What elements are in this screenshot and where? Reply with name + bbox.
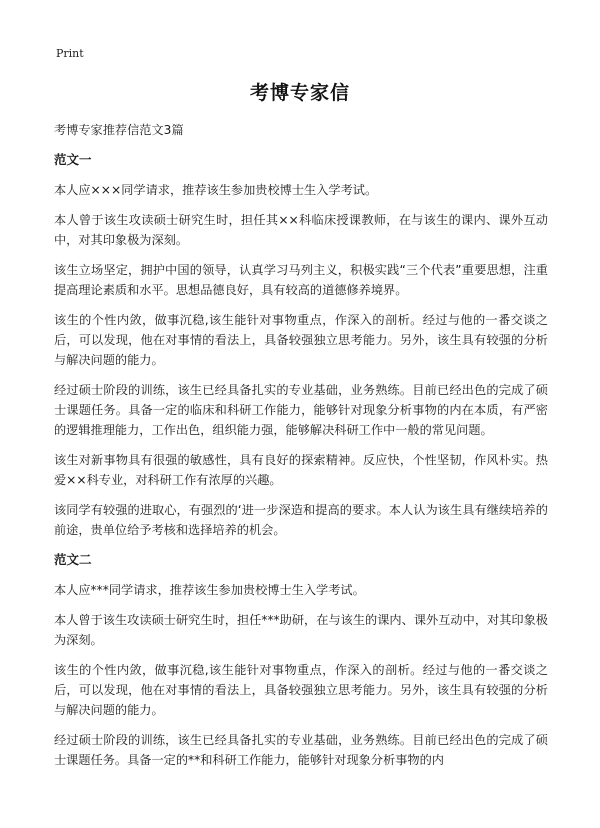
page-title: 考博专家信 [249,82,350,104]
paragraph: 该生的个性内敛，做事沉稳,该生能针对事物重点，作深入的剖析。经过与他的一番交谈之后，可以发现，他在对事情的看法上，具备较强独立思考能力。另外，该生具有较强的分析与解决问题的能力。 [54,663,548,717]
paragraph: 经过硕士阶段的训练，该生已经具备扎实的专业基础，业务熟练。目前已经出色的完成了硕士课题任务。具备一定的临床和科研工作能力，能够针对现象分析事物的内在本质，有严密的逻辑推理能力，工作出色，组织能力强，能够解决科研工作中一般的常见问题。 [54,383,548,437]
paragraph: 该同学有较强的进取心，有强烈的‘进一步深造和提高的要求。本人认为该生具有继续培养的前途，贵单位给予考核和选择培养的机会。 [54,503,548,537]
section-heading-1: 范文一 [54,152,92,167]
paragraph: 本人曾于该生攻读硕士研究生时，担任***助研，在与该生的课内、课外互动中，对其印象极为深刻。 [54,613,548,647]
paragraph: 该生立场坚定，拥护中国的领导，认真学习马列主义，积极实践“三个代表”重要思想，注重提高理论素质和水平。思想品德良好，具有较高的道德修养境界。 [54,263,548,297]
paragraph: 本人曾于该生攻读硕士研究生时，担任其××科临床授课教师，在与该生的课内、课外互动中，对其印象极为深刻。 [54,213,548,247]
paragraph: 经过硕士阶段的训练，该生已经具备扎实的专业基础，业务熟练。目前已经出色的完成了硕士课题任务。具备一定的**和科研工作能力，能够针对现象分析事物的内 [54,733,548,767]
paragraph: 该生对新事物具有很强的敏感性，具有良好的探索精神。反应快，个性坚韧，作风朴实。热爱××科专业，对科研工作有浓厚的兴趣。 [54,453,548,487]
paragraph: 本人应×××同学请求，推荐该生参加贵校博士生入学考试。 [54,183,378,197]
paragraph: 本人应***同学请求，推荐该生参加贵校博士生入学考试。 [54,583,365,597]
document-subtitle: 考博专家推荐信范文3篇 [54,123,184,137]
paragraph: 该生的个性内敛，做事沉稳,该生能针对事物重点，作深入的剖析。经过与他的一番交谈之后，可以发现，他在对事情的看法上，具备较强独立思考能力。另外，该生具有较强的分析与解决问题的能力。 [54,313,548,367]
section-heading-2: 范文二 [54,552,92,567]
print-label: Print [56,47,84,60]
document-body [54,120,548,780]
